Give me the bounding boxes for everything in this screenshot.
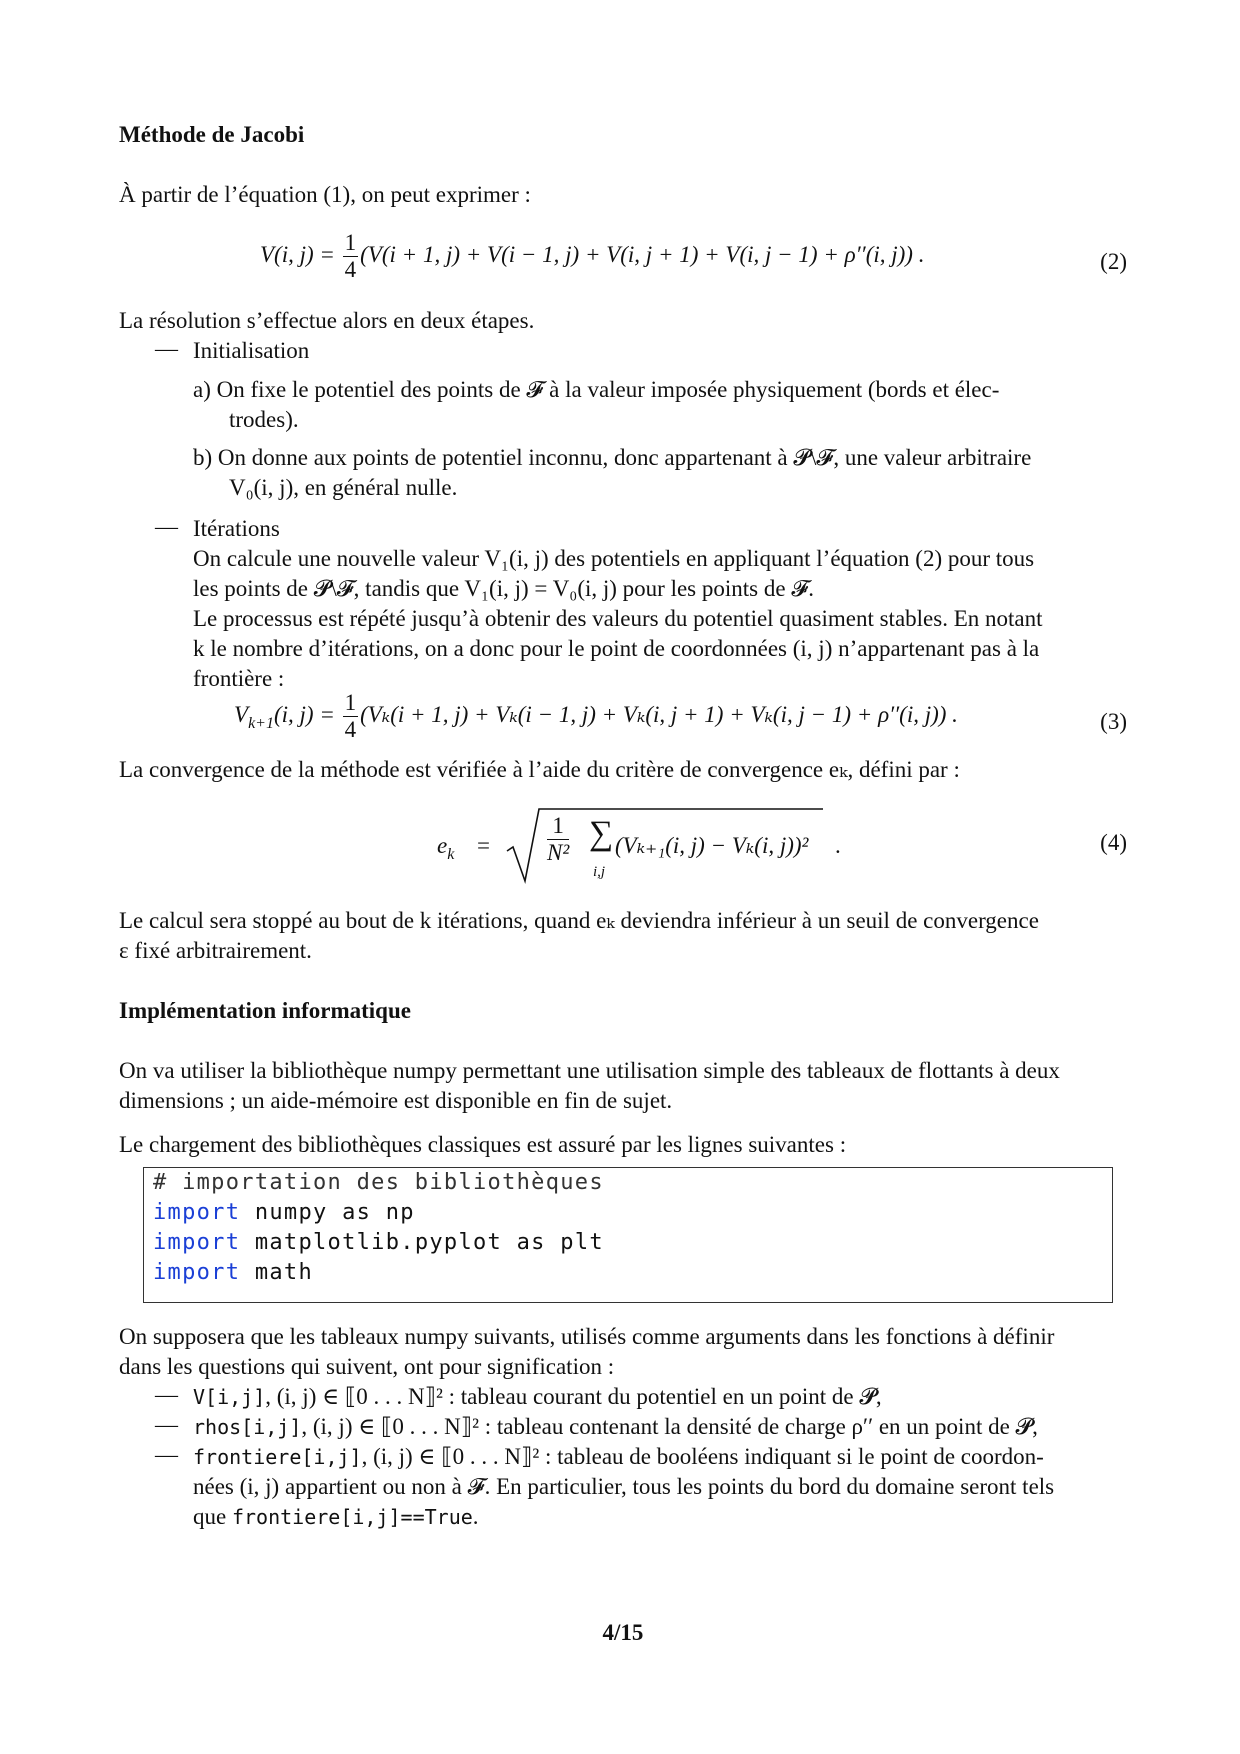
suppose-line2: dans les questions qui suivent, ont pour signification : (119, 1354, 615, 1379)
eq4-lhs-letter: e (437, 833, 448, 858)
eq4-body: (Vₖ₊₁(i, j) − Vₖ(i, j))² (615, 833, 809, 858)
eq3-lhs: V (234, 701, 249, 727)
line3-code: frontiere[i,j]==True (231, 1505, 473, 1529)
eq2-lhs: V(i, j) = (260, 241, 335, 267)
resolution-text: La résolution s’effectue alors en deux étapes. (119, 308, 535, 333)
init-a-line2: trodes). (229, 407, 299, 432)
eq3-numerator: 1 (344, 690, 357, 715)
code-line-matplotlib (144, 1228, 1112, 1258)
init-b-line2: V₀(i, j), en général nulle. (229, 475, 458, 500)
equation-2 (260, 230, 924, 283)
code-keyword: import (153, 1260, 241, 1285)
bullet-frontiere (193, 1442, 1127, 1472)
convergence-text: La convergence de la méthode est vérifiée à l’aide du critère de convergence eₖ, défini par : (119, 757, 960, 782)
bullet-frontiere-code: frontiere[i,j] (193, 1445, 362, 1469)
code-block (143, 1167, 1113, 1303)
eq2-fraction (343, 230, 359, 283)
code-text: matplotlib.pyplot as plt (240, 1230, 604, 1255)
code-keyword: import (153, 1200, 241, 1225)
suppose-line1: On supposera que les tableaux numpy suivants, utilisés comme arguments dans les fonctions à définir (119, 1324, 1055, 1349)
eq3-denominator: 4 (344, 717, 357, 742)
eq3-lhs-rest: (i, j) = (273, 701, 335, 727)
impl-line1: On va utiliser la bibliothèque numpy permettant une utilisation simple des tableaux de flottants à deux (119, 1058, 1060, 1083)
bullet-frontiere-line2: nées (i, j) appartient ou non à 𝓕. En particulier, tous les points du bord du domaine seront tels (193, 1474, 1055, 1499)
line3-post: . (472, 1504, 479, 1529)
bullet-dash: — (155, 1442, 178, 1467)
bullet-dash: — (155, 1382, 178, 1407)
line3-pre: que (193, 1504, 232, 1529)
heading-implementation: Implémentation informatique (119, 998, 411, 1023)
eq2-label: (2) (1100, 249, 1127, 274)
load-text: Le chargement des bibliothèques classiques est assuré par les lignes suivantes : (119, 1132, 847, 1157)
eq2-numerator: 1 (344, 230, 357, 255)
iter-line5: frontière : (193, 666, 285, 691)
bullet-v-text: , (i, j) ∈ ⟦0 . . . N⟧² : tableau courant du potentiel en un point de 𝓟, (265, 1384, 882, 1409)
eq3-label: (3) (1100, 709, 1127, 734)
bullet-rhos-code: rhos[i,j] (193, 1415, 302, 1439)
eq4-fraction (547, 813, 569, 866)
iter-line4: k le nombre d’itérations, on a donc pour le point de coordonnées (i, j) n’appartenant pas à la (193, 636, 1040, 661)
eq2-denominator: 4 (344, 257, 357, 282)
eq4-denominator: N² (547, 840, 570, 865)
iter-line1: On calcule une nouvelle valeur V₁(i, j) des potentiels en appliquant l’équation (2) pour tous (193, 546, 1035, 571)
iter-line2: les points de 𝓟\𝓕, tandis que V₁(i, j) = V₀(i, j) pour les points de 𝓕. (193, 576, 815, 601)
page-number: 4/15 (602, 1620, 644, 1645)
bullet-v-code: V[i,j] (193, 1385, 266, 1409)
heading-jacobi: Méthode de Jacobi (119, 122, 305, 147)
eq4-lhs-sub: k (447, 846, 455, 863)
stop-line1: Le calcul sera stoppé au bout de k itérations, quand eₖ deviendra inférieur à un seuil de convergence (119, 908, 1039, 933)
eq2-rhs: (V(i + 1, j) + V(i − 1, j) + V(i, j + 1) + V(i, j − 1) + ρ′′(i, j)) . (360, 241, 925, 267)
sum-icon: ∑ (589, 815, 614, 852)
init-a-line1: a) On fixe le potentiel des points de 𝓕 à la valeur imposée physiquement (bords et élec- (193, 377, 1000, 402)
eq3-lhs-sub: k+1 (248, 714, 274, 732)
bullet-v (193, 1382, 1127, 1412)
code-text: numpy as np (240, 1200, 415, 1225)
intro-text: À partir de l’équation (1), on peut exprimer : (119, 182, 531, 207)
document-page (119, 0, 1127, 1754)
iter-title: Itérations (193, 516, 280, 541)
eq4-label: (4) (1100, 830, 1127, 855)
equation-3 (234, 690, 958, 743)
impl-line2: dimensions ; un aide-mémoire est disponible en fin de sujet. (119, 1088, 673, 1113)
code-comment: # importation des bibliothèques (153, 1170, 604, 1195)
bullet-dash: — (155, 1412, 178, 1437)
stop-line2: ε fixé arbitrairement. (119, 938, 312, 963)
eq4-equals: = (477, 833, 490, 858)
code-line-math (144, 1258, 1112, 1288)
init-b-line1: b) On donne aux points de potentiel inconnu, donc appartenant à 𝓟\𝓕, une valeur arbitraire (193, 445, 1032, 470)
bullet-rhos (193, 1412, 1127, 1442)
code-text: math (240, 1260, 314, 1285)
eq4-sum-sub: i,j (593, 864, 606, 880)
code-keyword: import (153, 1230, 241, 1255)
eq4-lhs (437, 831, 454, 870)
eq3-rhs: (Vₖ(i + 1, j) + Vₖ(i − 1, j) + Vₖ(i, j + 1) + Vₖ(i, j − 1) + ρ′′(i, j)) . (360, 701, 958, 727)
code-line-numpy (144, 1198, 1112, 1228)
bullet-dash: — (155, 336, 178, 361)
bullet-rhos-text: , (i, j) ∈ ⟦0 . . . N⟧² : tableau contenant la densité de charge ρ′′ en un point de 𝓟, (301, 1414, 1038, 1439)
bullet-dash: — (155, 514, 178, 539)
bullet-frontiere-text: , (i, j) ∈ ⟦0 . . . N⟧² : tableau de booléens indiquant si le point de coordon- (361, 1444, 1044, 1469)
eq4-dot: . (835, 833, 841, 858)
init-title: Initialisation (193, 338, 310, 363)
bullet-frontiere-line3 (193, 1502, 1127, 1532)
iter-line3: Le processus est répété jusqu’à obtenir des valeurs du potentiel quasiment stables. En notant (193, 606, 1043, 631)
eq3-fraction (343, 690, 359, 743)
eq4-numerator: 1 (547, 813, 569, 840)
